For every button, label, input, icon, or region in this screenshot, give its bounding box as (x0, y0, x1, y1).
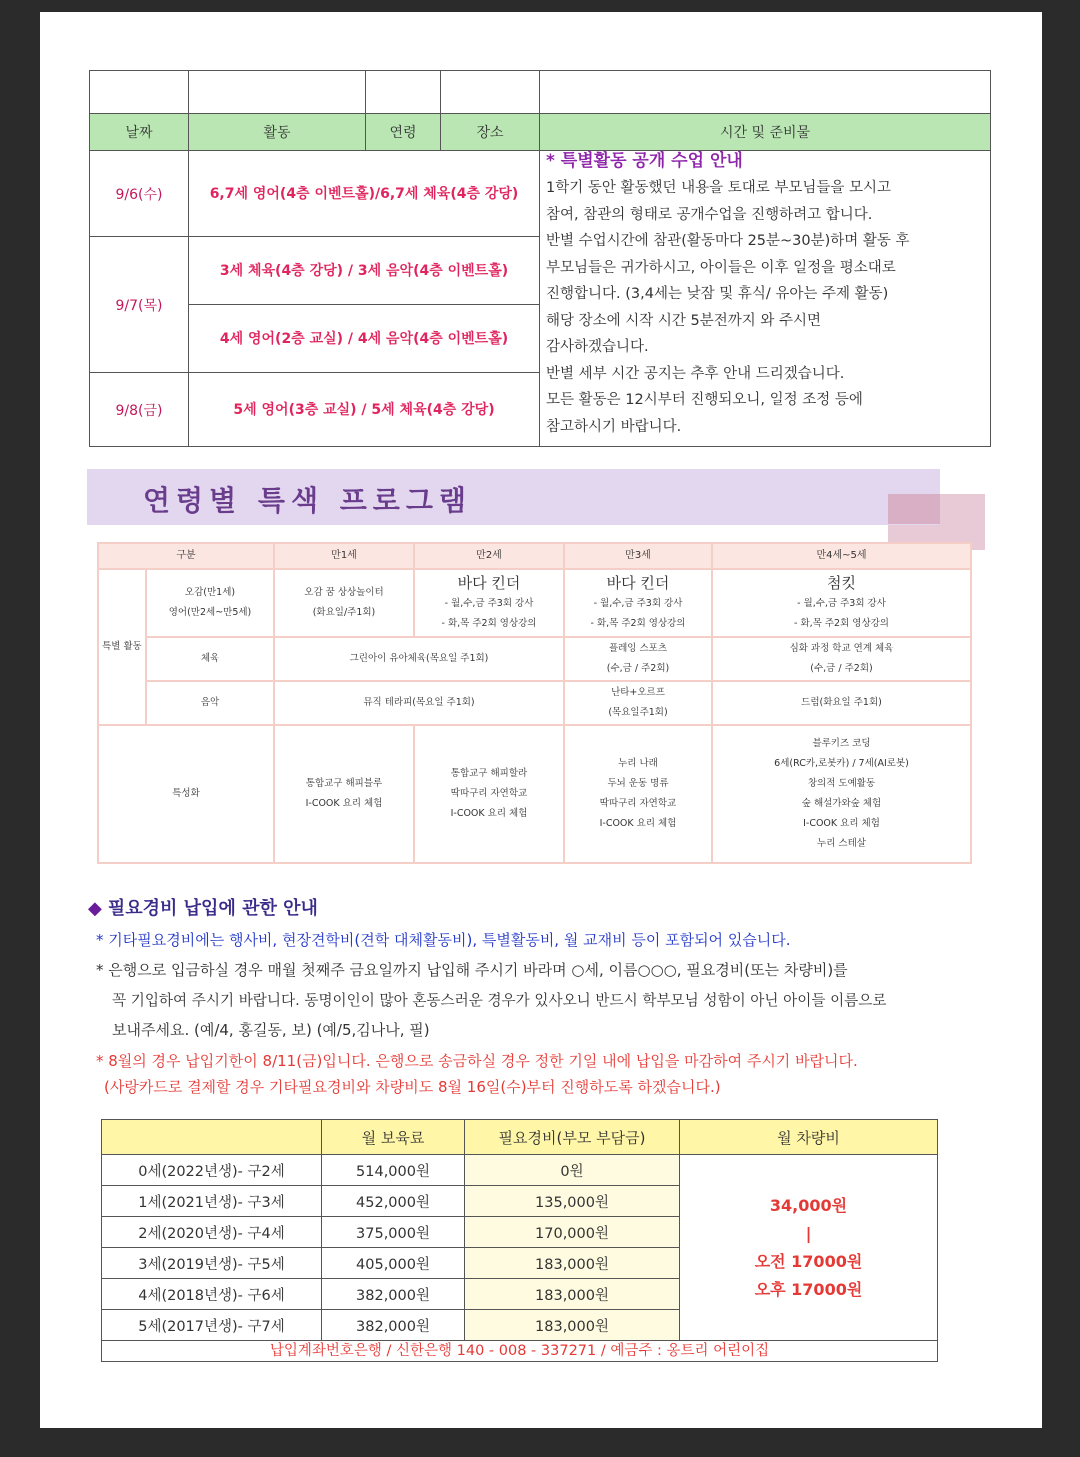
age-program-table (97, 542, 972, 864)
fee-tuition: 452,000원 (322, 1186, 465, 1217)
program-detail: - 월,수,금 주3회 강사 - 화,목 주2회 영상강의 (590, 598, 686, 629)
fee-line: * 은행으로 입금하실 경우 매월 첫째주 금요일까지 납입해 주시기 바라며 ○세, 이름○○○, 필요경비(또는 차량비)를 (96, 961, 848, 979)
program-cell: 통합교구 해피할라 딱따구리 자연학교 I-COOK 요리 체험 (414, 725, 564, 863)
schedule-activity: 6,7세 영어(4층 이벤트홀)/6,7세 체육(4층 강당) (189, 151, 540, 237)
fee-tuition: 514,000원 (322, 1155, 465, 1186)
sub-label: 음악 (146, 681, 274, 725)
fee-needed: 183,000원 (465, 1310, 680, 1341)
fee-tuition: 382,000원 (322, 1310, 465, 1341)
fee-needed: 170,000원 (465, 1217, 680, 1248)
program-cell: 그린아이 유아체육(목요일 주1회) (274, 637, 564, 681)
notice-line: 반별 세부 시간 공지는 추후 안내 드리겠습니다. (546, 365, 845, 382)
notice-line: 모든 활동은 12시부터 진행되오니, 일정 조정 등에 (546, 392, 863, 408)
program-row (98, 725, 971, 863)
sub-label: 오감(만1세) 영어(만2세~만5세) (146, 569, 274, 637)
header-time: 시간 및 준비물 (540, 114, 991, 151)
program-row (98, 637, 971, 681)
banner-decoration-overlap (888, 494, 940, 524)
schedule-row (90, 151, 991, 237)
program-header: 만4세~5세 (712, 543, 971, 569)
car-fee-pm: 오후 17000원 (754, 1279, 863, 1299)
program-cell (564, 569, 712, 637)
header-activity: 활동 (189, 114, 366, 151)
notice-line: 1학기 동안 활동했던 내용을 토대로 부모님들을 모시고 (546, 180, 892, 196)
fee-line: * 8월의 경우 납입기한이 8/11(금)입니다. 은행으로 송금하실 경우 정한 기일 내에 납입을 마감하여 주시기 바랍니다. (96, 1052, 858, 1070)
program-cell: 난타+오르프 (목요일주1회) (564, 681, 712, 725)
special-activity-label: 특별 활동 (98, 569, 146, 725)
blank-row (90, 71, 991, 114)
fee-age-label: 5세(2017년생)- 구7세 (102, 1310, 322, 1341)
schedule-activity: 3세 체육(4층 강당) / 3세 음악(4층 이벤트홀) (189, 237, 540, 305)
notice-line: 진행합니다. (3,4세는 낮잠 및 휴식/ 유아는 주제 활동) (546, 286, 889, 302)
program-detail: - 월,수,금 주3회 강사 - 화,목 주2회 영상강의 (441, 598, 537, 629)
program-detail: - 월,수,금 주3회 강사 - 화,목 주2회 영상강의 (794, 598, 889, 629)
fee-header: 월 보육료 (322, 1120, 465, 1155)
program-cell: 드럼(화요일 주1회) (712, 681, 971, 725)
fee-row (102, 1155, 938, 1186)
program-cell: 플레잉 스포츠 (수,금 / 주2회) (564, 637, 712, 681)
fee-line: 꼭 기입하여 주시기 바랍니다. 동명이인이 많아 혼동스러운 경우가 있사오니 반드시 학부모님 성함이 아닌 아이들 이름으로 (112, 992, 887, 1009)
notice-line: 해당 장소에 시작 시간 5분전까지 와 주시면 (546, 312, 821, 329)
fee-header: 월 차량비 (680, 1120, 938, 1155)
fee-line: (사랑카드로 결제할 경우 기타필요경비와 차량비도 8월 16일(수)부터 진행하도록 하겠습니다.) (104, 1078, 721, 1096)
program-cell: 오감 꿈 상상놀이터 (화요일/주1회) (274, 569, 414, 637)
account-row (102, 1341, 938, 1362)
fee-needed: 0원 (465, 1155, 680, 1186)
fee-header: 필요경비(부모 부담금) (465, 1120, 680, 1155)
fee-needed: 135,000원 (465, 1186, 680, 1217)
fee-tuition: 405,000원 (322, 1248, 465, 1279)
schedule-date: 9/7(목) (90, 237, 189, 373)
feature-label: 특성화 (98, 725, 274, 863)
program-header-row (98, 543, 971, 569)
program-cell: 심화 과정 학교 연계 체육 (수,금 / 주2회) (712, 637, 971, 681)
fee-needed: 183,000원 (465, 1279, 680, 1310)
header-age: 연령 (366, 114, 441, 151)
fee-age-label: 0세(2022년생)- 구2세 (102, 1155, 322, 1186)
program-row (98, 681, 971, 725)
program-cell: 블루키즈 코딩 6세(RC카,로봇카) / 7세(AI로봇) 창의적 도예활동 숲 해설가와숲 체험 I-COOK 요리 체험 누리 스테살 (712, 725, 971, 863)
program-row (98, 569, 971, 637)
car-fee-total: 34,000원 (769, 1195, 848, 1215)
open-class-schedule-table (89, 70, 991, 447)
program-cell (712, 569, 971, 637)
schedule-activity: 5세 영어(3층 교실) / 5세 체육(4층 강당) (189, 373, 540, 447)
program-cell (414, 569, 564, 637)
program-header: 만2세 (414, 543, 564, 569)
fee-tuition: 375,000원 (322, 1217, 465, 1248)
notice-line: 참여, 참관의 형태로 공개수업을 진행하려고 합니다. (546, 206, 873, 223)
schedule-activity: 4세 영어(2층 교실) / 4세 음악(4층 이벤트홀) (189, 305, 540, 373)
header-place: 장소 (441, 114, 540, 151)
program-header: 만1세 (274, 543, 414, 569)
document-page (40, 12, 1042, 1428)
fee-heading (88, 894, 318, 920)
notice-line: 부모님들은 귀가하시고, 아이들은 이후 일정을 평소대로 (546, 259, 896, 276)
fee-age-label: 4세(2018년생)- 구6세 (102, 1279, 322, 1310)
diamond-icon: ◆ (88, 898, 102, 919)
notice-line: 반별 수업시간에 참관(활동마다 25분~30분)하며 활동 후 (546, 233, 910, 249)
fee-table (101, 1119, 938, 1362)
car-fee-cell (680, 1155, 938, 1341)
car-fee-separator: | (805, 1223, 812, 1243)
fee-header (102, 1120, 322, 1155)
schedule-date: 9/8(금) (90, 373, 189, 447)
program-header: 만3세 (564, 543, 712, 569)
fee-age-label: 1세(2021년생)- 구3세 (102, 1186, 322, 1217)
header-date: 날짜 (90, 114, 189, 151)
fee-needed: 183,000원 (465, 1248, 680, 1279)
sub-label: 체육 (146, 637, 274, 681)
program-banner (87, 469, 940, 525)
car-fee-am: 오전 17000원 (754, 1251, 863, 1271)
schedule-date: 9/6(수) (90, 151, 189, 237)
program-name: 바다 킨더 (457, 574, 521, 592)
fee-heading-text: 필요경비 납입에 관한 안내 (107, 898, 318, 919)
program-title: 연령별 특색 프로그램 (143, 484, 472, 517)
account-info: 납입계좌번호은행 / 신한은행 140 - 008 - 337271 / 예금주 : 옹트리 어린이집 (102, 1341, 938, 1362)
fee-line: * 기타필요경비에는 행사비, 현장견학비(견학 대체활동비), 특별활동비, 월 교재비 등이 포함되어 있습니다. (96, 931, 791, 949)
program-cell: 누리 나래 두뇌 운동 명류 딱따구리 자연학교 I-COOK 요리 체험 (564, 725, 712, 863)
program-name: 바다 킨더 (606, 574, 670, 592)
program-cell: 통합교구 해피블루 I-COOK 요리 체험 (274, 725, 414, 863)
fee-line: 보내주세요. (예/4, 홍길동, 보) (예/5,김나나, 필) (112, 1021, 430, 1039)
notice-cell (540, 151, 991, 447)
notice-line: 감사하겠습니다. (546, 339, 649, 355)
program-name: 첨킷 (827, 574, 856, 592)
fee-age-label: 3세(2019년생)- 구5세 (102, 1248, 322, 1279)
program-header: 구분 (98, 543, 274, 569)
notice-line: 참고하시기 바랍니다. (546, 418, 682, 435)
schedule-header-row (90, 114, 991, 151)
fee-header-row (102, 1120, 938, 1155)
fee-tuition: 382,000원 (322, 1279, 465, 1310)
notice-title: * 특별활동 공개 수업 안내 (546, 151, 743, 171)
fee-age-label: 2세(2020년생)- 구4세 (102, 1217, 322, 1248)
program-cell: 뮤직 테라피(목요일 주1회) (274, 681, 564, 725)
